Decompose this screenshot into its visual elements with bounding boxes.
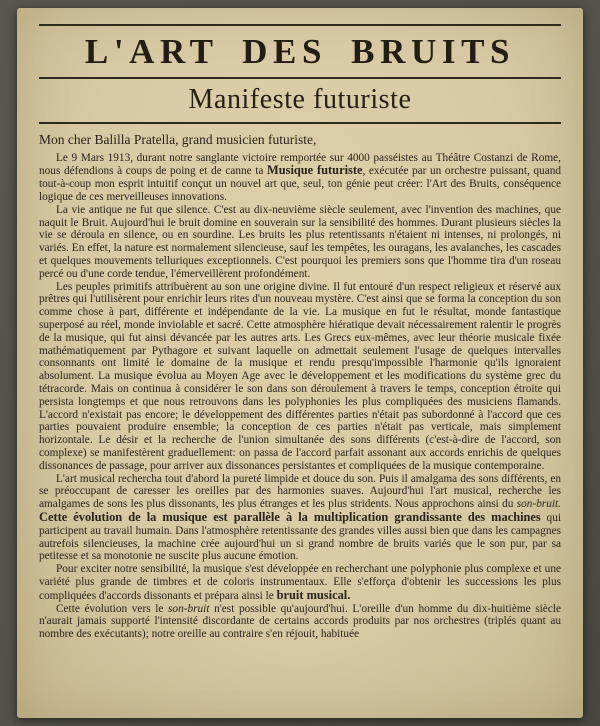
title-rule — [39, 77, 561, 79]
manifesto-body — [39, 152, 561, 641]
paragraph — [39, 281, 561, 473]
manifesto-page — [17, 8, 583, 718]
emphasis-bold: Cette évolution de la musique est parallèle à la multiplication grandissante des machines — [39, 509, 541, 524]
text-run: , exécutée par un orchestre puissant, quand tout-à-coup mon esprit intuitif conçut un nouvel art que, seul, ton génie peut créer: l'Art des Bruits, conséquence logique de ces merveilleuses innovations. — [39, 165, 562, 204]
paragraph — [39, 152, 561, 204]
subtitle-rule — [39, 122, 561, 124]
paragraph — [39, 204, 561, 281]
emphasis-italic: son-bruit. — [516, 498, 561, 511]
document-title: L'ART DES BRUITS — [84, 32, 516, 71]
emphasis-italic: son-bruit — [168, 602, 210, 615]
text-run: Pour exciter notre sensibilité, la musique s'est développée en recherchant une polyphonie plus complexe et une variété plus grande de timbres et de coloris instrumentaux. Elle s'efforça d'obtenir les successions les plus compliquées d'accords dissonants et prépara ainsi le — [39, 563, 561, 602]
document-subtitle: Manifeste futuriste — [188, 84, 412, 116]
emphasis-bold: bruit musical. — [276, 587, 351, 602]
text-run: Les peuples primitifs attribuèrent au son une origine divine. Il fut entouré d'un respect religieux et réservé aux prêtres qui l'utilisèrent pour enrichir leurs rites d'un nouveau mystère. C'est ainsi que se forma la conception du son comme chose à part, différente et indépendante de la vie. La musique en fut le résultat, monde fantastique superposé au réel, monde inviolable et sacré. Cette atmosphère hiératique devait nécessairement ralentir le progrès de la musique, qui fut ainsi dévancée par les autres arts. Les Grecs eux-mêmes, avec leur théorie musicale fixée mathématiquement par Pythagore et suivant laquelle on admettait seulement l'usage de quelques intervalles consonnants ont limité le domaine de la musique et rendu presqu'impossible l'harmonie qu'ils ignoraient absolument. La musique évolua au Moyen Age avec le développement et les modifications du système grec du tétracorde. Mais on continua à considérer le son dans son déroulement à travers le temps, conception étroite qui persista longtemps et que nous retrouvons dans les polyphonies les plus compliquées des musiciens flamands. L'accord n'existait pas encore; le développement des différentes parties n'était pas subordonné à l'accord que ces parties pouvaient produire ensemble; la conception de ces parties n'était pas verticale, mais simplement horizontale. Le désir et la recherche de l'union simultanée des sons différents (c'est-à-dire de l'accord, son complexe) se manifestèrent graduellement: on passa de l'accord parfait assonant aux accords enrichis de quelques dissonances de passage, pour arriver aux dissonances persistantes et compliquées de la musique contemporaine. — [39, 280, 561, 472]
salutation-line: Mon cher Balilla Pratella, grand musicien futuriste, — [39, 132, 317, 148]
text-run: La vie antique ne fut que silence. C'est au dix-neuvième siècle seulement, avec l'invention des machines, que naquit le Bruit. Aujourd'hui le bruit domine en souverain sur la sensibilité des hommes. Durant plusieurs siècles la vie se déroula en silence, ou en sourdine. Les bruits les plus retentissants n'étaient ni intenses, ni prolongés, ni variés. En effet, la nature est normalement silencieuse, sauf les tempêtes, les ouragans, les avalanches, les cascades et quelques mouvements telluriques exceptionnels. C'est pourquoi les premiers sons que l'homme tira d'un roseau percé ou d'une corde tendue, l'émerveillèrent profondément. — [39, 203, 561, 280]
text-run: Le 9 Mars 1913, durant notre sanglante victoire remportée sur 4000 passéistes au Théâtre Costanzi de Rome, nous défendions à coups de poing et de canne ta — [39, 151, 561, 178]
paragraph — [39, 603, 561, 641]
text-run: Cette évolution vers le — [56, 602, 169, 615]
text-run: qui participent au travail humain. Dans l'atmosphère retentissante des grandes villes aussi bien que dans les campagnes autrefois silencieuses, la machine crée aujourd'hui un si grand nombre de bruits variés que le son pur, par sa petitesse et sa monotonie ne suscite plus aucune émotion. — [39, 511, 561, 563]
paragraph — [39, 473, 561, 564]
text-run: n'est possible qu'aujourd'hui. L'oreille d'un homme du dix-huitième siècle n'aurait jamais supporté l'intensité discordante de certains accords produits par nos orchestres (triplés quant au nombre des exécutants); notre oreille au contraire s'en réjouit, habituée — [39, 602, 561, 641]
text-run: L'art musical rechercha tout d'abord la pureté limpide et douce du son. Puis il amalgama des sons différents, en se préoccupant de caresser les oreilles par des harmonies suaves. Aujourd'hui l'art musical, recherche les amalgames de sons les plus dissonants, les plus étranges et les plus stridents. Nous approchons ainsi du — [39, 472, 561, 511]
paragraph — [39, 563, 561, 602]
emphasis-bold: Musique futuriste — [267, 163, 363, 178]
top-rule — [39, 24, 561, 26]
